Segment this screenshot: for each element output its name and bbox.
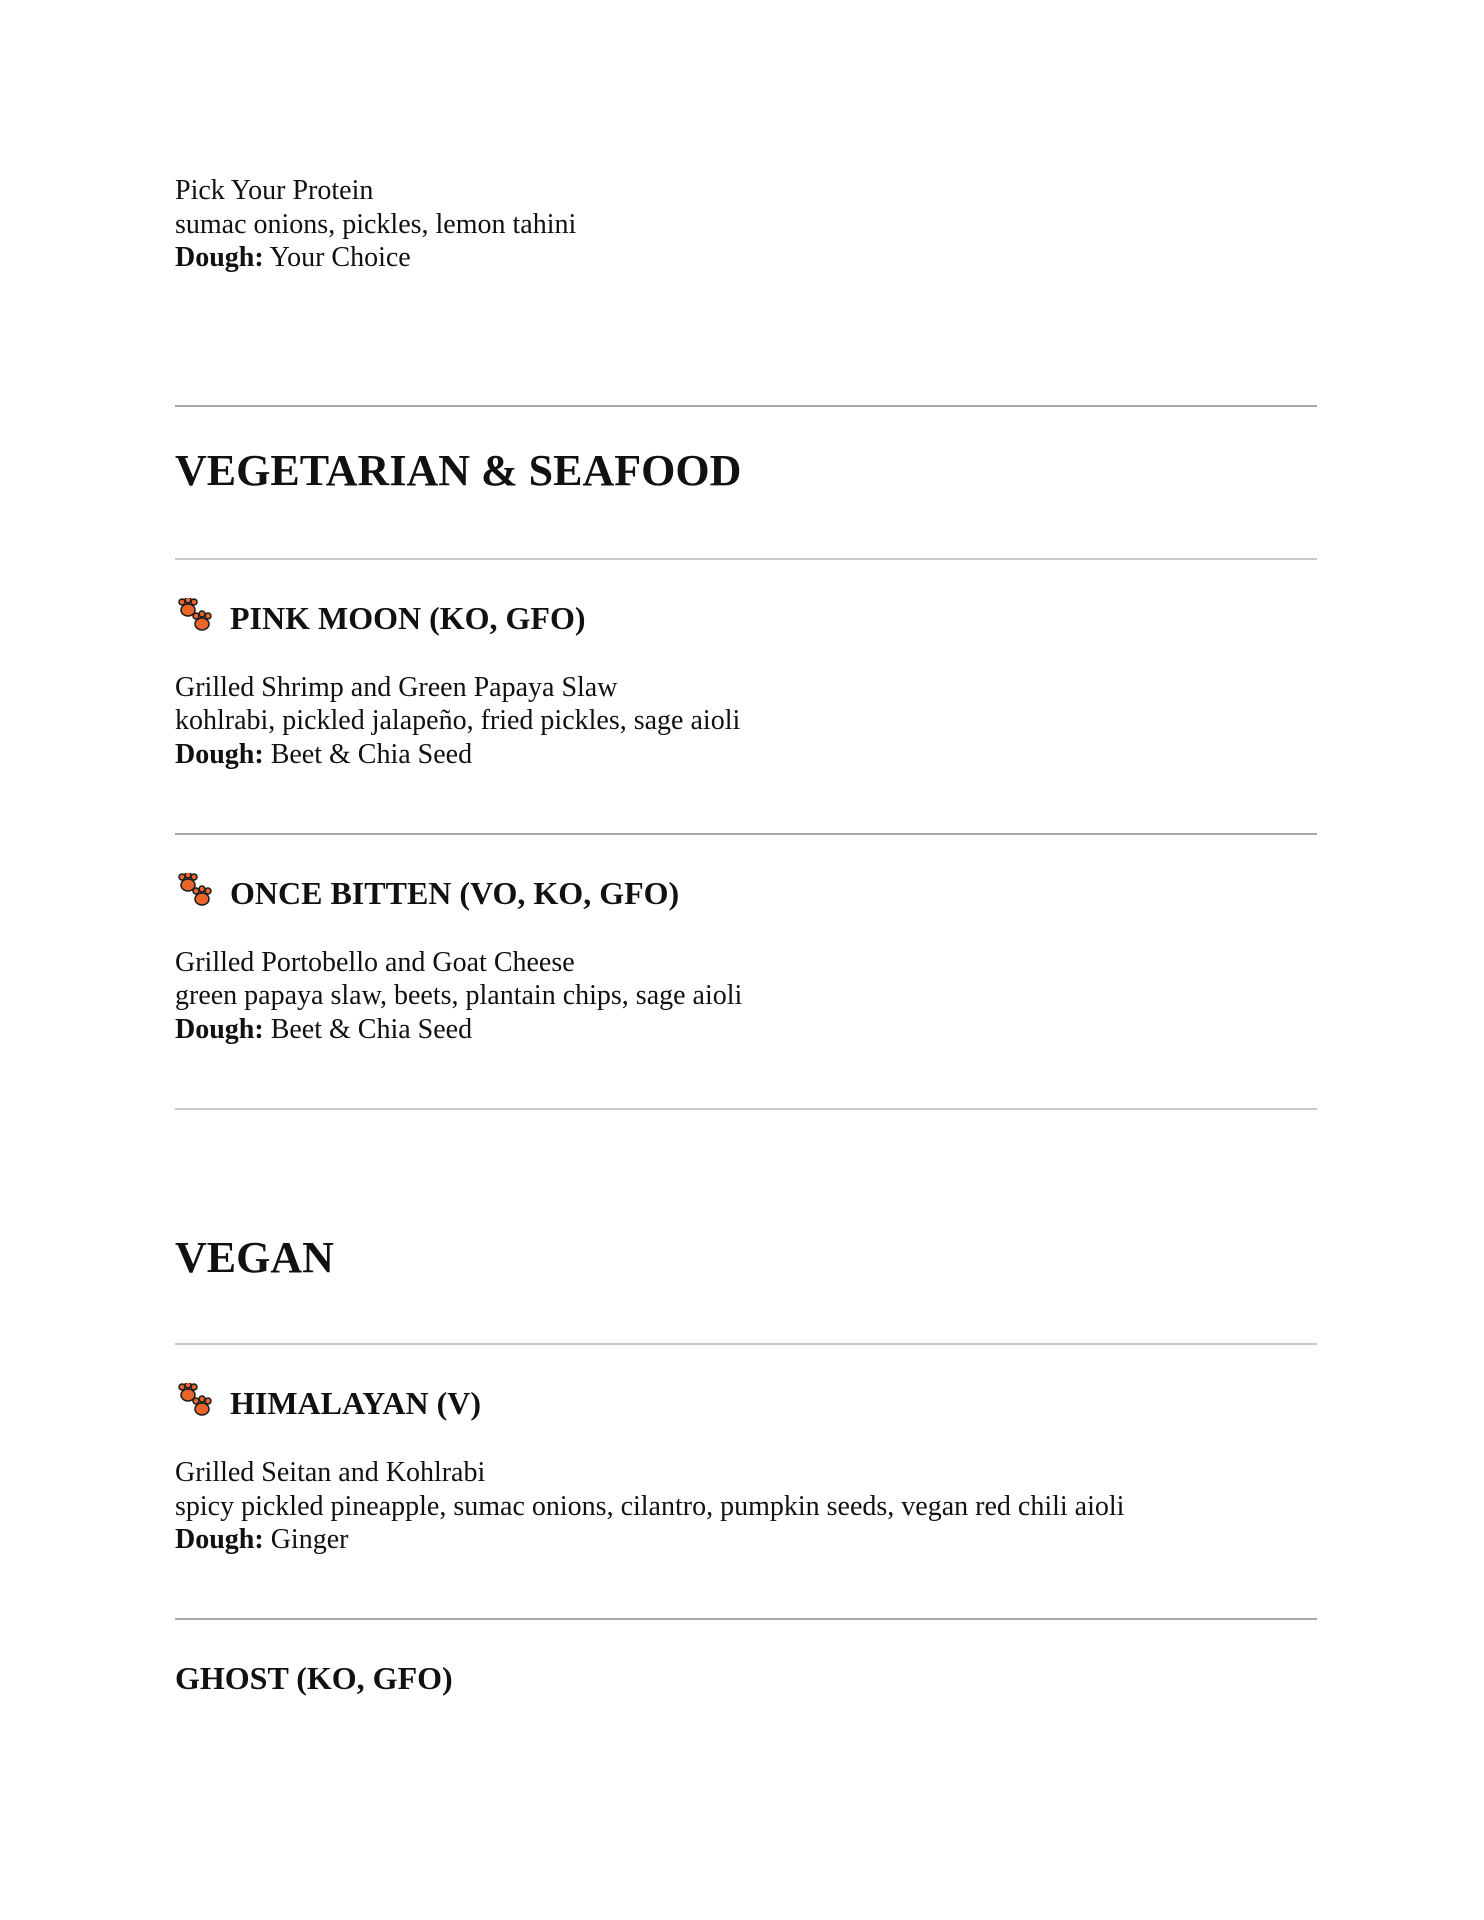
item-name: Grilled Shrimp and Green Papaya Slaw: [175, 672, 618, 703]
item-dough: [175, 738, 472, 772]
dough-label: Dough:: [175, 1014, 264, 1045]
dough-label: Dough:: [175, 242, 264, 273]
intro-dough: [175, 241, 411, 275]
divider: [175, 405, 1317, 407]
item-toppings: green papaya slaw, beets, plantain chips, sage aioli: [175, 980, 743, 1011]
section-title: VEGAN: [175, 1233, 334, 1282]
paw-print-icon: [179, 873, 211, 905]
paw-print-icon: [179, 598, 211, 630]
section-title: VEGETARIAN & SEAFOOD: [175, 446, 742, 495]
divider: [175, 1618, 1317, 1620]
item-title: HIMALAYAN (V): [230, 1385, 481, 1421]
dough-value: Ginger: [270, 1524, 349, 1555]
paw-print-icon: [177, 1383, 217, 1423]
divider: [175, 1343, 1317, 1345]
item-name: Grilled Portobello and Goat Cheese: [175, 947, 575, 978]
dough-value: Your Choice: [269, 242, 411, 273]
item-toppings: kohlrabi, pickled jalapeño, fried pickles, sage aioli: [175, 705, 741, 736]
item-toppings: spicy pickled pineapple, sumac onions, cilantro, pumpkin seeds, vegan red chili aioli: [175, 1491, 1125, 1522]
dough-label: Dough:: [175, 1524, 264, 1555]
dough-value: Beet & Chia Seed: [270, 739, 473, 770]
item-dough: [175, 1523, 348, 1557]
intro-name: Pick Your Protein: [175, 175, 374, 206]
item-name: Grilled Seitan and Kohlrabi: [175, 1457, 486, 1488]
dough-value: Beet & Chia Seed: [270, 1014, 473, 1045]
paw-print-icon: [177, 873, 217, 913]
paw-print-icon: [179, 1383, 211, 1415]
divider: [175, 833, 1317, 835]
divider: [175, 558, 1317, 560]
item-dough: [175, 1013, 472, 1047]
item-title: ONCE BITTEN (VO, KO, GFO): [230, 875, 680, 911]
divider: [175, 1108, 1317, 1110]
item-title: PINK MOON (KO, GFO): [230, 600, 586, 636]
item-title: GHOST (KO, GFO): [175, 1660, 453, 1696]
paw-print-icon: [177, 598, 217, 638]
dough-label: Dough:: [175, 739, 264, 770]
intro-toppings: sumac onions, pickles, lemon tahini: [175, 209, 577, 240]
